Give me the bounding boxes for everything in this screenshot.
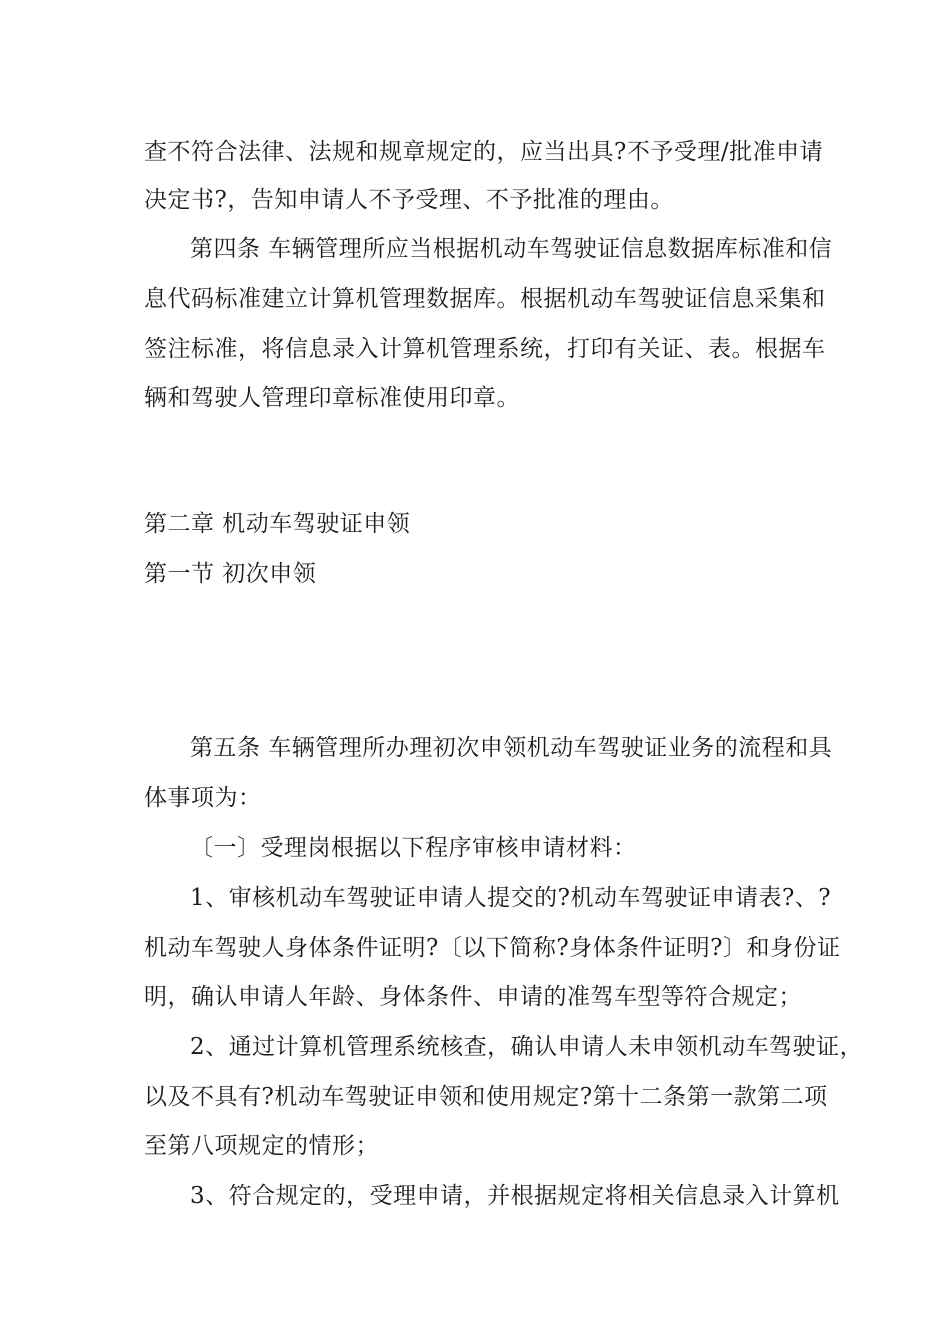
paragraph-line: 至第八项规定的情形； — [144, 1133, 379, 1159]
list-heading: 〔一〕受理岗根据以下程序审核申请材料： — [190, 835, 637, 861]
list-item-2: 2、通过计算机管理系统核查，确认申请人未申领机动车驾驶证， — [190, 1034, 864, 1060]
article-5-line: 第五条 车辆管理所办理初次申领机动车驾驶证业务的流程和具 — [190, 735, 833, 761]
paragraph-line: 明，确认申请人年龄、身体条件、申请的准驾车型等符合规定； — [144, 984, 802, 1010]
section-heading: 第一节 初次申领 — [144, 561, 317, 587]
paragraph-line: 体事项为： — [144, 785, 262, 811]
paragraph-line: 辆和驾驶人管理印章标准使用印章。 — [144, 385, 520, 411]
chapter-heading: 第二章 机动车驾驶证申领 — [144, 511, 411, 537]
paragraph-line: 查不符合法律、法规和规章规定的，应当出具?不予受理/批准申请 — [144, 139, 824, 165]
paragraph-line: 机动车驾驶人身体条件证明?〔以下简称?身体条件证明?〕和身份证 — [144, 935, 841, 961]
paragraph-line: 决定书?，告知申请人不予受理、不予批准的理由。 — [144, 187, 674, 213]
list-item-3: 3、符合规定的，受理申请，并根据规定将相关信息录入计算机 — [190, 1183, 840, 1209]
paragraph-line: 签注标准，将信息录入计算机管理系统，打印有关证、表。根据车 — [144, 336, 826, 362]
paragraph-line: 以及不具有?机动车驾驶证申领和使用规定?第十二条第一款第二项 — [144, 1084, 828, 1110]
article-4-line: 第四条 车辆管理所应当根据机动车驾驶证信息数据库标准和信 — [190, 236, 833, 262]
paragraph-line: 息代码标准建立计算机管理数据库。根据机动车驾驶证信息采集和 — [144, 286, 826, 312]
list-item-1: 1、审核机动车驾驶证申请人提交的?机动车驾驶证申请表?、? — [190, 885, 832, 911]
